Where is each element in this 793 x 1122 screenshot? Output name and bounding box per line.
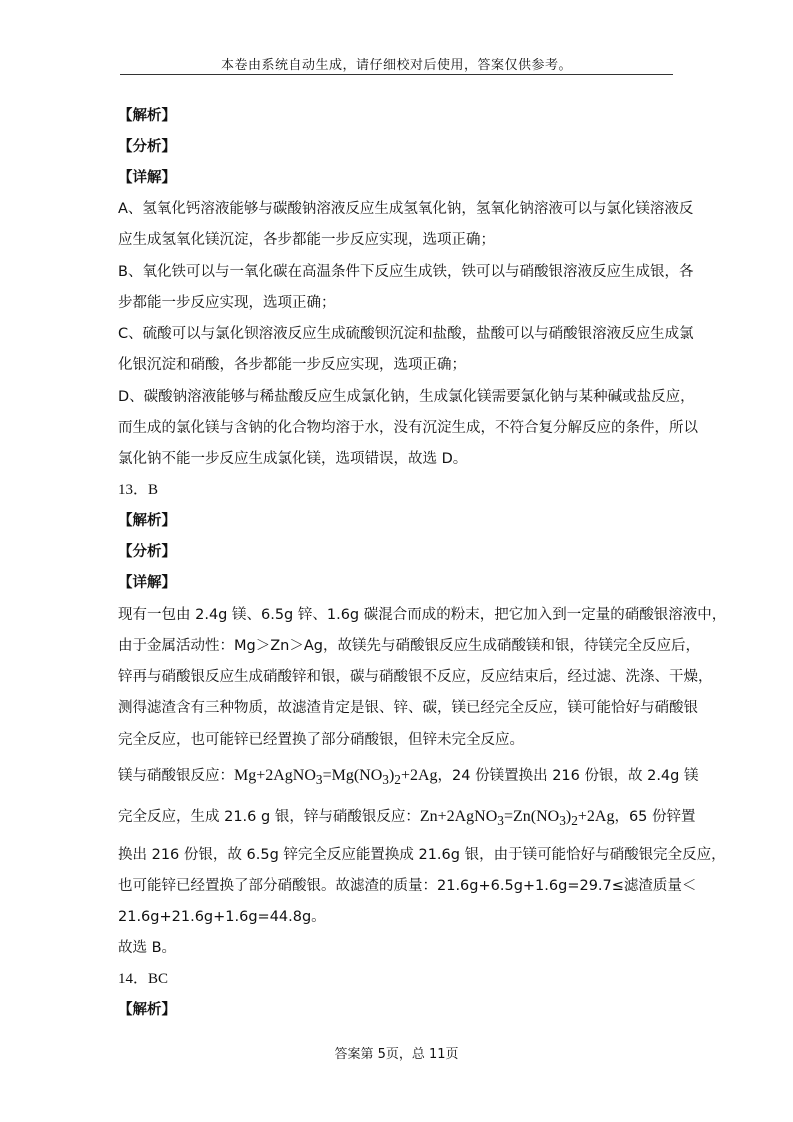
text-line: 应生成氢氧化镁沉淀，各步都能一步反应实现，选项正确；: [118, 232, 495, 248]
text-segment: ，65 份锌置: [614, 809, 696, 825]
header-divider: [120, 74, 673, 75]
text-line: A、氢氧化钙溶液能够与碳酸钠溶液反应生成氢氧化钠，氢氧化钠溶液可以与氯化镁溶液反: [118, 201, 694, 217]
answer-number: 14．BC: [118, 971, 169, 987]
section-jiexi: 【解析】: [118, 513, 176, 529]
equation-line: [118, 805, 696, 829]
text-line: 测得滤渣含有三种物质，故滤渣肯定是银、锌、碳，镁已经完全反应，镁可能恰好与硝酸银: [118, 700, 698, 716]
page-header: 本卷由系统自动生成，请仔细校对后使用，答案仅供参考。: [220, 58, 572, 73]
text-segment: 镁与硝酸银反应：: [118, 768, 234, 784]
section-jiexi: 【解析】: [118, 108, 176, 124]
section-fenxi: 【分析】: [118, 544, 176, 560]
text-line: 完全反应，也可能锌已经置换了部分硝酸银，但锌未完全反应。: [118, 732, 524, 748]
text-line: D、碳酸钠溶液能够与稀盐酸反应生成氯化钠，生成氯化镁需要氯化钠与某种碱或盐反应，: [118, 389, 695, 405]
text-line: 化银沉淀和硝酸，各步都能一步反应实现，选项正确；: [118, 357, 466, 373]
chemical-equation: $Zn+2AgNO_3=Zn(NO_3)_2+2Ag$: [419, 808, 615, 829]
text-segment: ，24 份镁置换出 216 份银，故 2.4g 镁: [437, 768, 699, 784]
answer-number: 13．B: [118, 482, 159, 498]
text-line: 现有一包由 2.4g 镁、6.5g 锌、1.6g 碳混合而成的粉末，把它加入到一定量的硝酸银溶液中，: [118, 607, 727, 623]
text-line: 换出 216 份银，故 6.5g 锌完全反应能置换成 21.6g 银，由于镁可能恰好与硝酸银完全反应，: [118, 847, 726, 863]
text-line: 故选 B。: [118, 940, 177, 956]
equation-line: [118, 764, 698, 788]
text-line: 也可能锌已经置换了部分硝酸银。故滤渣的质量：21.6g+6.5g+1.6g=29.7≤滤渣质量＜: [118, 878, 697, 894]
section-xiangjie: 【详解】: [118, 575, 176, 591]
page-footer: 答案第 5页，总 11页: [334, 1047, 459, 1062]
text-line: C、硫酸可以与氯化钡溶液反应生成硫酸钡沉淀和盐酸，盐酸可以与硝酸银溶液反应生成氯: [118, 326, 694, 342]
text-line: 步都能一步反应实现，选项正确；: [118, 295, 336, 311]
chemical-equation: $Mg+2AgNO_3=Mg(NO_3)_2+2Ag$: [234, 767, 438, 788]
text-line: 21.6g+21.6g+1.6g=44.8g。: [118, 909, 326, 925]
section-jiexi: 【解析】: [118, 1002, 176, 1018]
text-line: 由于金属活动性：Mg＞Zn＞Ag，故镁先与硝酸银反应生成硝酸镁和银，待镁完全反应后，: [118, 638, 700, 654]
text-line: 而生成的氯化镁与含钠的化合物均溶于水，没有沉淀生成，不符合复分解反应的条件，所以: [118, 420, 698, 436]
text-line: B、氧化铁可以与一氧化碳在高温条件下反应生成铁，铁可以与硝酸银溶液反应生成银，各: [118, 264, 694, 280]
text-line: 氯化钠不能一步反应生成氯化镁，选项错误，故选 D。: [118, 451, 468, 467]
text-line: 锌再与硝酸银反应生成硝酸锌和银，碳与硝酸银不反应，反应结束后，经过滤、洗涤、干燥，: [118, 669, 713, 685]
text-segment: 完全反应，生成 21.6 g 银，锌与硝酸银反应：: [118, 809, 420, 825]
section-fenxi: 【分析】: [118, 139, 176, 155]
section-xiangjie: 【详解】: [118, 170, 176, 186]
